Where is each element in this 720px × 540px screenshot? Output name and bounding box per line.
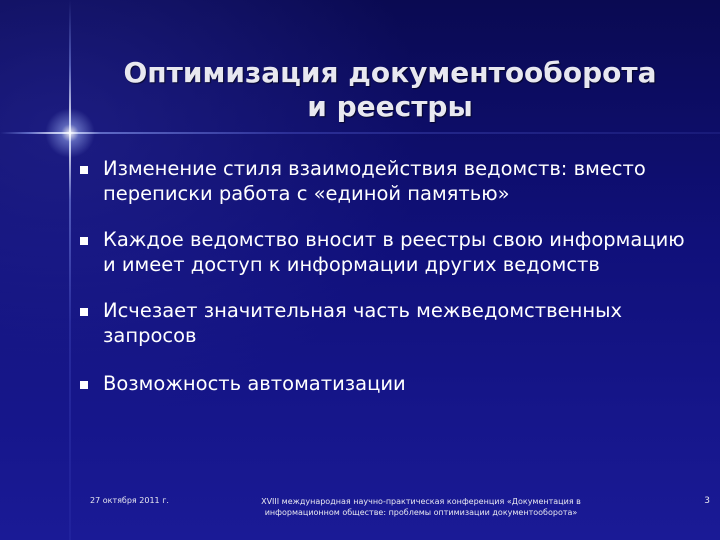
bullet-text: Изменение стиля взаимодействия ведомств: вместо переписки работа с «единой памятью»: [103, 157, 646, 205]
slide-title-line-2: и реестры: [307, 90, 473, 123]
slide-title: [90, 56, 690, 124]
square-bullet-icon: [80, 308, 88, 316]
bullet-text: Возможность автоматизации: [103, 372, 406, 395]
bullet-text: Исчезает значительная часть межведомственных запросов: [103, 299, 623, 347]
sparkle-horizontal-line: [0, 132, 720, 134]
footer-conference-line-1: XVIII международная научно-практическая конференция «Документация в: [261, 497, 581, 506]
footer-conference-line-2: информационном обществе: проблемы оптимизации документооборота»: [264, 508, 578, 517]
page-number: 3: [704, 496, 710, 506]
bullet-list: [80, 156, 700, 396]
bullet-item: [80, 156, 700, 206]
footer-conference: [236, 496, 606, 518]
sparkle-cross-icon: [45, 108, 95, 158]
square-bullet-icon: [80, 381, 88, 389]
square-bullet-icon: [80, 166, 88, 174]
footer-date: 27 октября 2011 г.: [90, 496, 169, 505]
slide-title-line-1: Оптимизация документооборота: [123, 56, 657, 89]
bullet-text: Каждое ведомство вносит в реестры свою информацию и имеет доступ к информации других ведомств: [103, 228, 685, 276]
bullet-item: [80, 227, 700, 277]
sparkle-vertical-line: [69, 0, 71, 540]
bullet-item: [80, 371, 700, 396]
bullet-item: [80, 298, 700, 348]
square-bullet-icon: [80, 237, 88, 245]
